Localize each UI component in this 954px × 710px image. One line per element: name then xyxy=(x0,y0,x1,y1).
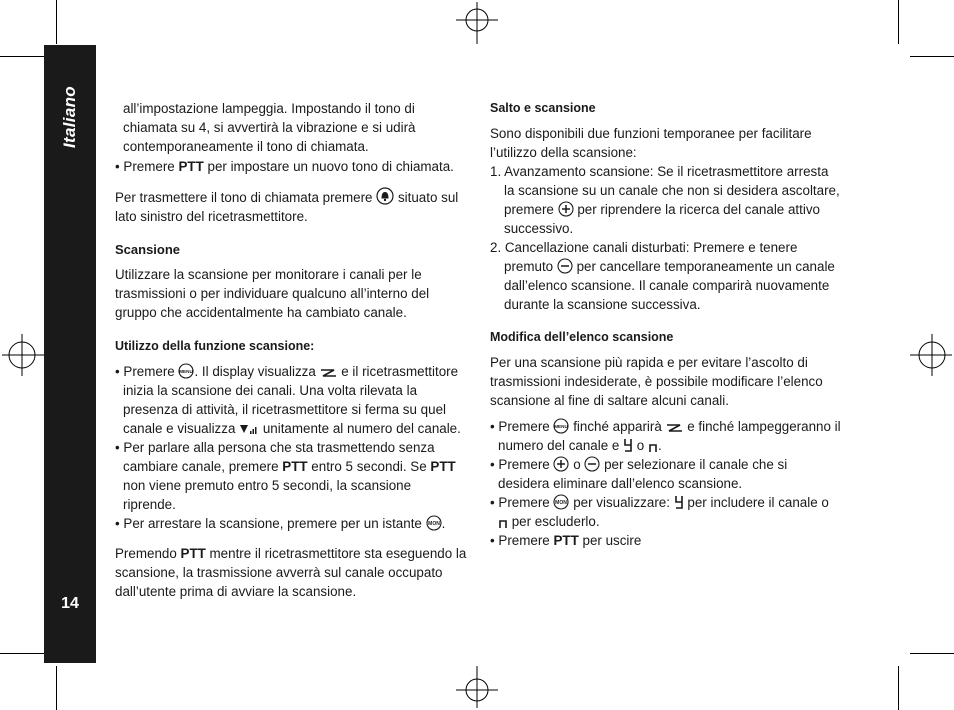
paragraph-intro-continued: all’impostazione lampeggia. Impostando il tono di chiamata su 4, si avvertirà la vibrazione e si udirà contemporaneamente il tono di chiamata. xyxy=(123,101,416,154)
bullet-ptt-new-tone xyxy=(115,157,467,176)
text: • Premere xyxy=(115,364,179,379)
text: non viene premuto entro 5 secondi, la scansione riprende. xyxy=(123,478,412,512)
paragraph-edit-intro: Per una scansione più rapida e per evitare l’ascolto di trasmissioni indesiderate, è possibile modificare l’elenco scansione al fine di saltare alcuni canali. xyxy=(490,355,823,408)
language-label: Italiano xyxy=(60,86,79,148)
scan-icon xyxy=(320,367,338,379)
text: e il ricetrasmettitore inizia la scansione dei canali. Una volta rilevata la presenza di attività, il ricetrasmettitore si ferma su quel canale e visualizza xyxy=(123,364,459,436)
bullet-start-scan xyxy=(115,362,467,438)
menu-button-icon xyxy=(178,363,194,379)
language-tab xyxy=(44,45,96,185)
bullet-talk-during-scan xyxy=(115,438,467,514)
text: Premendo xyxy=(115,546,181,561)
paragraph-call-tone xyxy=(115,187,467,226)
bullet-include-exclude xyxy=(490,493,842,531)
trim-mark xyxy=(56,666,57,710)
exclude-n-icon xyxy=(498,516,508,529)
heading-scan-usage: Utilizzo della funzione scansione: xyxy=(115,339,315,353)
paragraph-skip-intro: Sono disponibili due funzioni temporanee per facilitare l’utilizzo della scansione: xyxy=(490,126,812,160)
text: . xyxy=(441,516,446,531)
menu-button-icon xyxy=(553,418,569,434)
bullet-stop-scan xyxy=(115,514,467,533)
page-number: 14 xyxy=(61,595,79,612)
text: • Per arrestare la scansione, premere per un istante xyxy=(115,516,426,531)
scan-icon xyxy=(666,422,684,434)
ptt-label: PTT xyxy=(553,533,579,548)
text: o xyxy=(633,438,648,453)
right-column xyxy=(490,99,842,550)
include-y-icon xyxy=(623,438,633,453)
text: situato sul lato sinistro del ricetrasmettitore. xyxy=(115,190,459,224)
text: . Il display visualizza xyxy=(194,364,320,379)
numbered-item-scan-advance xyxy=(490,162,842,238)
registration-mark-right xyxy=(908,332,954,378)
text: • Premere xyxy=(490,495,554,510)
trim-mark xyxy=(898,0,899,44)
text: finché apparirà xyxy=(569,419,666,434)
heading-skip-scan: Salto e scansione xyxy=(490,101,596,115)
text: unitamente al numero del canale. xyxy=(259,421,461,436)
trim-mark xyxy=(0,56,44,57)
minus-button-icon xyxy=(584,456,600,472)
text: e finché lampeggeranno il numero del canale e xyxy=(498,419,841,453)
text: per uscire xyxy=(578,533,642,548)
minus-button-icon xyxy=(557,258,573,274)
left-column xyxy=(115,99,467,601)
text: Per trasmettere il tono di chiamata premere xyxy=(115,190,377,205)
ptt-label: PTT xyxy=(178,159,204,174)
text: mentre il ricetrasmettitore sta eseguendo la scansione, la trasmissione avverrà sul canale occupato dall’utente prima di avviare la scansione. xyxy=(115,546,467,599)
trim-mark xyxy=(0,653,44,654)
svg-text:MENU: MENU xyxy=(554,424,569,429)
text: • Premere xyxy=(490,457,554,472)
monitor-button-icon xyxy=(426,515,442,531)
trim-mark xyxy=(910,653,954,654)
text: per includere il canale o xyxy=(683,495,829,510)
text: per escluderlo. xyxy=(508,514,600,529)
paragraph-ptt-during-scan xyxy=(115,544,467,601)
text: entro 5 secondi. Se xyxy=(307,459,431,474)
heading-edit-scan-list: Modifica dell’elenco scansione xyxy=(490,330,674,344)
registration-mark-bottom xyxy=(454,664,500,710)
heading-scansione: Scansione xyxy=(115,242,181,257)
text: per impostare un nuovo tono di chiamata. xyxy=(203,159,454,174)
plus-button-icon xyxy=(558,201,574,217)
text: 1. Avanzamento scansione: Se il ricetrasmettitore arresta la scansione su un canale che non si desidera ascoltare, premere xyxy=(490,164,840,217)
bullet-select-channel xyxy=(490,455,842,493)
signal-strength-icon xyxy=(239,422,259,436)
bullet-edit-menu xyxy=(490,417,842,455)
language-sidebar xyxy=(44,45,96,663)
text: • Premere xyxy=(115,159,179,174)
registration-mark-top xyxy=(454,0,500,46)
registration-mark-left xyxy=(0,332,46,378)
numbered-item-nuisance-delete xyxy=(490,238,842,314)
trim-mark xyxy=(910,56,954,57)
svg-text:MENU: MENU xyxy=(179,369,194,374)
text: . xyxy=(657,438,662,453)
ptt-label: PTT xyxy=(282,459,308,474)
paragraph-scan-body: Utilizzare la scansione per monitorare i canali per le trasmissioni o per individuare qualcuno all’interno del gruppo che accidentalmente ha cambiato canale. xyxy=(115,267,430,320)
text: • Per parlare alla persona che sta trasmettendo senza cambiare canale, premere xyxy=(115,440,435,474)
svg-text:MON: MON xyxy=(555,500,568,506)
text: • Premere xyxy=(490,533,554,548)
trim-mark xyxy=(56,0,57,44)
text: • Premere xyxy=(490,419,554,434)
text: o xyxy=(569,457,585,472)
plus-button-icon xyxy=(553,456,569,472)
text: per selezionare il canale che si desidera eliminare dall’elenco scansione. xyxy=(498,457,788,491)
text: per riprendere la ricerca del canale attivo successivo. xyxy=(504,202,820,236)
call-button-icon xyxy=(376,187,394,205)
ptt-label: PTT xyxy=(180,546,206,561)
text: 2. Cancellazione canali disturbati: Premere e tenere premuto xyxy=(490,240,798,274)
monitor-button-icon xyxy=(553,494,569,510)
text: per visualizzare: xyxy=(569,495,674,510)
text: per cancellare temporaneamente un canale dall’elenco scansione. Il canale comparirà nuovamente durante la scansione successiva. xyxy=(504,259,835,312)
include-y-icon xyxy=(674,495,684,510)
ptt-label: PTT xyxy=(430,459,456,474)
exclude-n-icon xyxy=(648,440,658,453)
svg-text:MON: MON xyxy=(427,521,440,527)
bullet-exit-ptt xyxy=(490,531,842,550)
trim-mark xyxy=(898,666,899,710)
